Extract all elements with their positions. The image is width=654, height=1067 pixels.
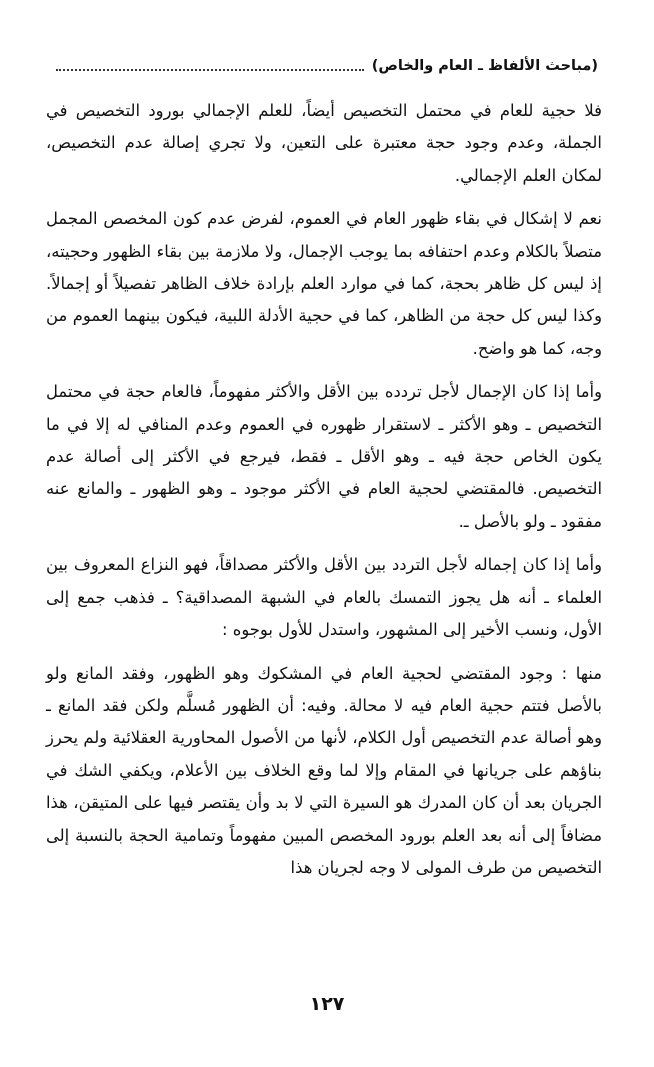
body-text bbox=[46, 95, 602, 895]
paragraph-3: وأما إذا كان الإجمال لأجل تردده بين الأقل والأكثر مفهوماً، فالعام حجة في محتمل التخصيص ـ وهو الأكثر ـ لاستقرار ظهوره في العموم وعدم المنافي له إلا في ما يكون الخاص حجة فيه ـ وهو الأقل ـ فقط، فيرجع في الأكثر إلى أصالة عدم التخصيص. فالمقتضي لحجية العام في الأكثر موجود ـ وهو الظهور ـ والمانع عنه مفقود ـ ولو بالأصل ـ. bbox=[46, 382, 602, 531]
paragraph-4: وأما إذا كان إجماله لأجل التردد بين الأقل والأكثر مصداقاً، فهو النزاع المعروف بين العلماء ـ أنه هل يجوز التمسك بالعام في الشبهة المصداقية؟ ـ فذهب جمع إلى الأول، ونسب الأخير إلى المشهور، واستدل للأول بوجوه : bbox=[46, 555, 602, 640]
header-title: (مباحث الألفاظ ـ العام والخاص) bbox=[371, 58, 598, 74]
running-header bbox=[56, 54, 598, 78]
paragraph-1: فلا حجية للعام في محتمل التخصيص أيضاً، للعلم الإجمالي بورود التخصيص في الجملة، وعدم وجود حجة معتبرة على التعين، ولا تجري إصالة عدم التخصيص، لمكان العلم الإجمالي. bbox=[46, 101, 602, 185]
page-number: ١٢٧ bbox=[309, 993, 345, 1015]
header-dotted-leader bbox=[56, 69, 364, 71]
paragraph-5: منها : وجود المقتضي لحجية العام في المشكوك وهو الظهور، وفقد المانع ولو بالأصل فتتم حجية العام فيه لا محالة. وفيه: أن الظهور مُسلَّم ولكن فقد المانع ـ وهو أصالة عدم التخصيص أول الكلام، لأنها من الأصول المحاورية العقلائية ولم يحرز بناؤهم على جريانها في المقام وإلا لما وقع الخلاف بين الأعلام، ويكفي الشك في الجريان بعد أن كان المدرك هو السيرة التي لا بد وأن يقتصر فيها على المتيقن، هذا مضافاً إلى أنه بعد العلم بورود المخصص المبين مفهوماً وتمامية الحجة بالنسبة إلى التخصيص من طرف المولى لا وجه لجريان هذا bbox=[46, 663, 602, 877]
paragraph-2: نعم لا إشكال في بقاء ظهور العام في العموم، لفرض عدم كون المخصص المجمل متصلاً بالكلام وعدم احتفافه بما يوجب الإجمال، ولا ملازمة بين بقاء الظهور وحجيته، إذ ليس كل ظاهر بحجة، كما في موارد العلم بإرادة خلاف الظاهر تفصيلاً أو إجمالاً. وكذا ليس كل حجة من الظاهر، كما في حجية الأدلة اللبية، فيكون بينهما العموم من وجه، كما هو واضح. bbox=[46, 209, 602, 358]
